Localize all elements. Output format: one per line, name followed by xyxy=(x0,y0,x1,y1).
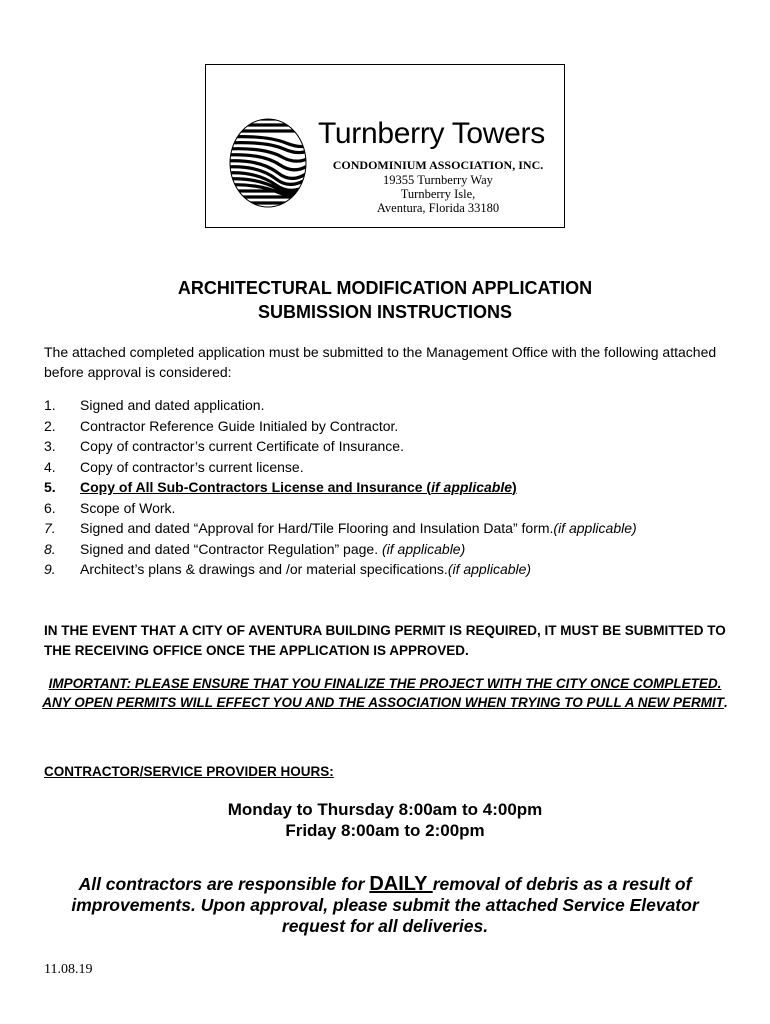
item-text xyxy=(80,559,531,579)
item-number: 4. xyxy=(44,458,56,475)
address-line-1: 19355 Turnberry Way xyxy=(383,173,493,187)
item-number: 8. xyxy=(44,540,56,557)
item-number: 5. xyxy=(44,479,56,495)
list-item xyxy=(44,436,744,457)
item-text xyxy=(80,539,465,559)
item-note: (if applicable) xyxy=(553,520,637,536)
list-item xyxy=(44,498,744,519)
item-number: 2. xyxy=(44,417,56,434)
logo-box xyxy=(205,64,565,228)
list-item xyxy=(44,457,744,478)
list-item xyxy=(44,518,744,539)
important-period: . xyxy=(724,695,728,710)
item-number: 7. xyxy=(44,520,56,536)
address-line-2: Turnberry Isle, xyxy=(400,187,476,201)
turnberry-emblem-icon xyxy=(226,113,316,213)
requirements-list xyxy=(44,395,744,580)
item-text-main: Copy of All Sub-Contractors License and Insurance ( xyxy=(80,479,432,495)
item-note: (if applicable) xyxy=(381,540,466,557)
item-text-main: Signed and dated “Approval for Hard/Tile Flooring and Insulation Data” form. xyxy=(80,520,554,536)
important-text: IMPORTANT: PLEASE ENSURE THAT YOU FINALIZE THE PROJECT WITH THE CITY ONCE COMPLETED. ANY OPEN PERMITS WILL EFFECT YOU AND THE ASSOCIATION WHEN TRYING TO PULL A NEW PERMIT xyxy=(42,676,725,710)
item-text: Copy of contractor’s current license. xyxy=(80,458,304,475)
revision-date: 11.08.19 xyxy=(44,962,93,977)
document-subtitle: SUBMISSION INSTRUCTIONS xyxy=(257,302,512,322)
item-text xyxy=(80,518,637,538)
debris-text-after: removal of debris as a result of improvements. Upon approval, please submit the attached Service Elevator request for all deliveries. xyxy=(71,874,699,936)
item-note: (if applicable) xyxy=(447,561,532,577)
debris-text-before: All contractors are responsible for xyxy=(78,874,370,894)
daily-emphasis: DAILY xyxy=(369,873,433,895)
item-number: 6. xyxy=(44,499,56,516)
item-text-main: Architect’s plans & drawings and /or material specifications. xyxy=(80,561,448,577)
list-item xyxy=(44,539,744,560)
permit-notice: IN THE EVENT THAT A CITY OF AVENTURA BUILDING PERMIT IS REQUIRED, IT MUST BE SUBMITTED TO THE RECEIVING OFFICE ONCE THE APPLICATION IS APPROVED. xyxy=(44,623,726,658)
list-item xyxy=(44,477,744,498)
item-text: Signed and dated application. xyxy=(80,397,265,413)
document-title: ARCHITECTURAL MODIFICATION APPLICATION xyxy=(177,278,593,298)
item-text-main: Signed and dated “Contractor Regulation” page. xyxy=(80,540,382,557)
important-notice xyxy=(40,674,730,712)
friday-hours: Friday 8:00am to 2:00pm xyxy=(285,821,485,840)
item-text: Copy of contractor’s current Certificate of Insurance. xyxy=(80,438,404,454)
item-note: if applicable xyxy=(431,479,513,495)
item-number: 9. xyxy=(44,561,56,577)
list-item xyxy=(44,416,744,437)
weekday-hours: Monday to Thursday 8:00am to 4:00pm xyxy=(227,800,543,819)
debris-notice xyxy=(40,874,730,937)
intro-paragraph: The attached completed application must be submitted to the Management Office with the following attached before approval is considered: xyxy=(44,344,717,380)
item-number: 3. xyxy=(44,438,56,454)
item-number: 1. xyxy=(44,397,56,413)
org-name: Turnberry Towers xyxy=(318,117,545,150)
list-item xyxy=(44,395,744,416)
item-text xyxy=(80,477,517,497)
list-item xyxy=(44,559,744,580)
item-text: Scope of Work. xyxy=(80,499,176,516)
address-line-3: Aventura, Florida 33180 xyxy=(376,201,500,215)
item-text: Contractor Reference Guide Initialed by Contractor. xyxy=(80,417,399,434)
item-close: ) xyxy=(512,479,517,495)
association-name: CONDOMINIUM ASSOCIATION, INC. xyxy=(332,158,544,172)
hours-label: CONTRACTOR/SERVICE PROVIDER HOURS: xyxy=(44,764,334,779)
